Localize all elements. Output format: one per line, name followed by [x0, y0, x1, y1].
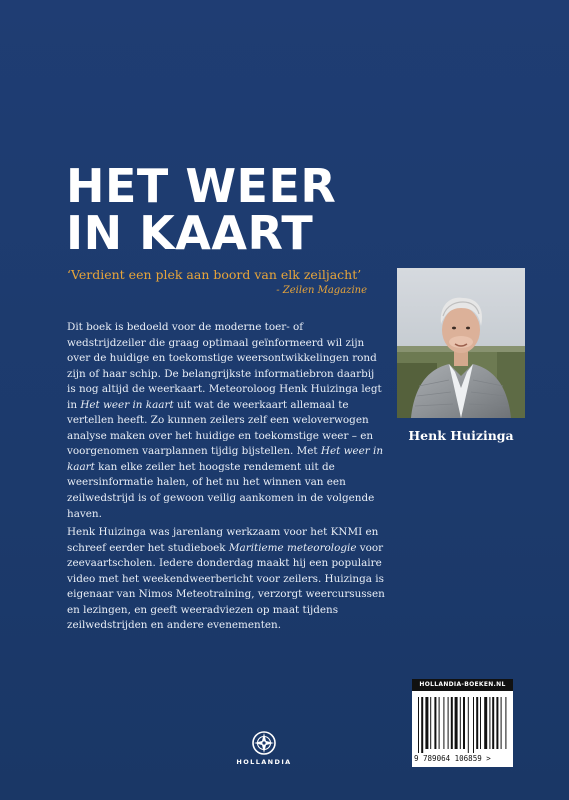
- publisher-website: HOLLANDIA-BOEKEN.NL: [412, 679, 513, 691]
- quote-source: - Zeilen Magazine: [276, 285, 367, 296]
- compass-rose-icon: [240, 730, 288, 758]
- book-title-inline: Het weer in kaart: [67, 445, 384, 473]
- title-line-1: HET WEER: [66, 159, 337, 213]
- author-bio-paragraph: [67, 525, 385, 634]
- isbn-digits: 9 789064 106859 >: [414, 754, 491, 763]
- author-photo: [397, 268, 525, 418]
- review-quote: ‘Verdient een plek aan boord van elk zeiljacht’: [67, 267, 362, 282]
- barcode-bars: [416, 697, 510, 753]
- publisher-name: HOLLANDIA: [236, 758, 292, 766]
- isbn-barcode: [412, 679, 513, 767]
- description-text: kan elke zeiler het hoogste rendement uit de weersinformatie halen, of het nu het winnen van een zeilwedstrijd is of gewoon veilig aankomen in de volgende haven.: [67, 460, 375, 520]
- book-title: [66, 159, 337, 260]
- book-title-inline: Het weer in kaart: [80, 398, 174, 411]
- author-name: Henk Huizinga: [408, 428, 514, 443]
- description-text: uit wat de weerkaart allemaal te vertellen heeft. Zo kunnen zeilers zelf een weloverwogen analyse maken over het huidige en toekomstige weer – en voorgenomen vaarplannen tijdig bijstellen. Met: [67, 398, 374, 458]
- bio-text: voor zeevaartscholen. Iedere donderdag maakt hij een populaire video met het weekendweerbericht voor zeilers. Huizinga is eigenaar van Nimos Meteotraining, verzorgt weercursussen en lezingen, en geeft weeradviezen op maat tijdens zeilwedstrijden en andere evenementen.: [67, 541, 385, 632]
- bio-text: Henk Huizinga was jarenlang werkzaam voor het KNMI en schreef eerder het studieboek: [67, 526, 379, 554]
- title-line-2: IN KAART: [66, 206, 314, 260]
- description-text: Dit boek is bedoeld voor de moderne toer- of wedstrijdzeiler die graag optimaal geïnformeerd wil zijn over de huidige en toekomstige weersontwikkelingen rond zijn of haar schip. De belangrijkste informatiebron daarbij is nog altijd de weerkaart. Meteoroloog Henk Huizinga legt in: [67, 321, 382, 411]
- description-paragraph-1: [67, 320, 385, 522]
- previous-book-title: Maritieme meteorologie: [228, 541, 357, 554]
